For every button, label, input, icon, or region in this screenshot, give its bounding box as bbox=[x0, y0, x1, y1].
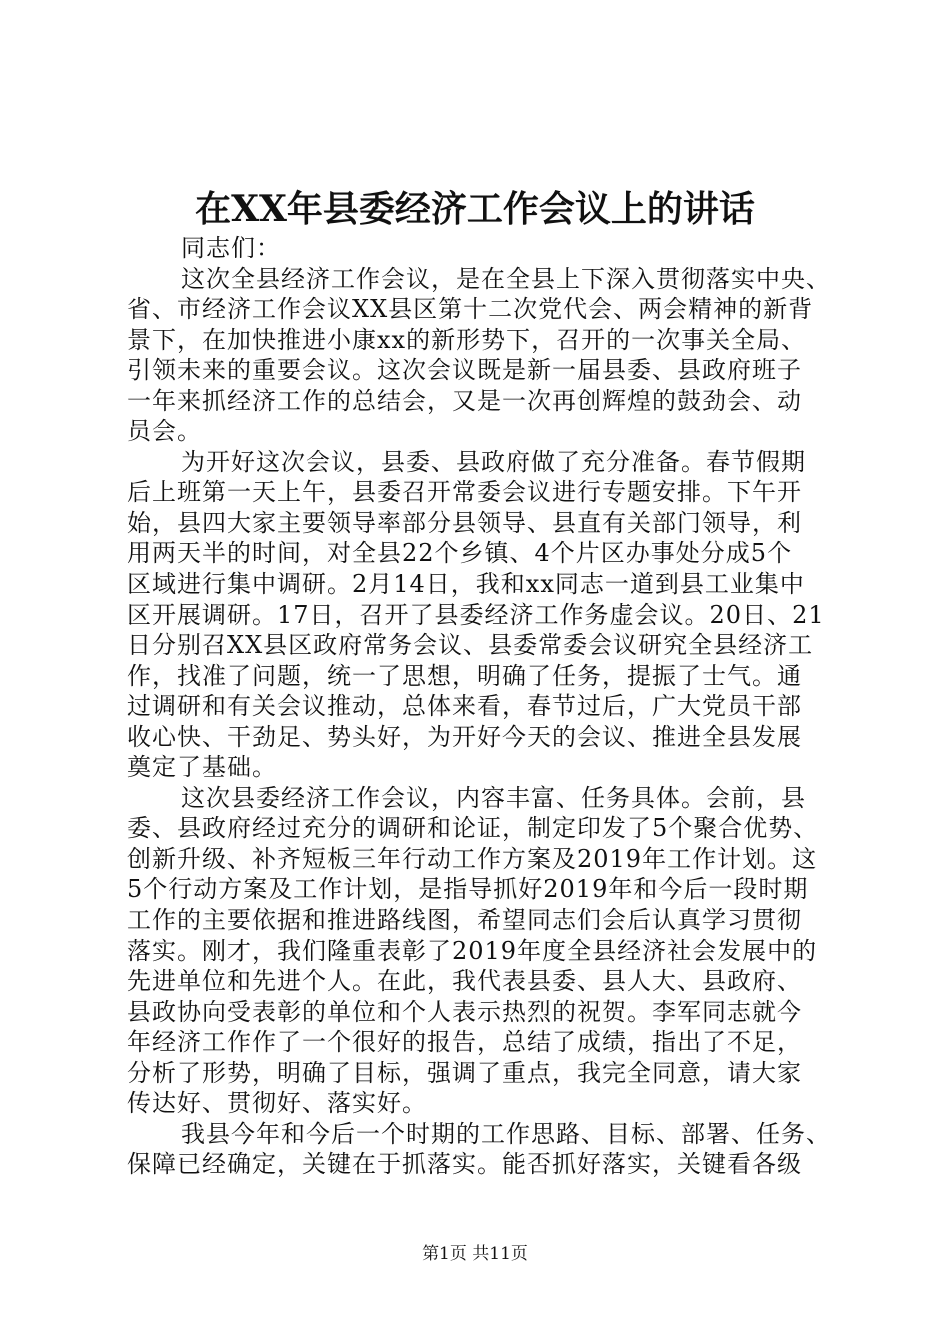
text-line: 作，找准了问题，统一了思想，明确了任务，提振了士气。通 bbox=[127, 661, 802, 690]
text-line: 奠定了基础。 bbox=[127, 753, 277, 782]
text-line: 保障已经确定，关键在于抓落实。能否抓好落实，关键看各级 bbox=[127, 1150, 802, 1179]
text-line: 景下，在加快推进小康xx的新形势下，召开的一次事关全局、 bbox=[127, 325, 807, 354]
text-line: 引领未来的重要会议。这次会议既是新一届县委、县政府班子 bbox=[127, 356, 802, 385]
text-line: 日分别召XX县区政府常务会议、县委常委会议研究全县经济工 bbox=[127, 631, 814, 660]
page-footer: 第1页 共11页 bbox=[422, 1244, 528, 1264]
text-line: 5个行动方案及工作计划，是指导抓好2019年和今后一段时期 bbox=[127, 875, 809, 904]
document-title: 在XX年县委经济工作会议上的讲话 bbox=[195, 188, 755, 230]
text-line: 区开展调研。17日，召开了县委经济工作务虚会议。20日、21 bbox=[127, 600, 825, 629]
text-line: 年经济工作作了一个很好的报告，总结了成绩，指出了不足， bbox=[127, 1028, 802, 1057]
text-line: 用两天半的时间，对全县22个乡镇、4个片区办事处分成5个 bbox=[127, 539, 793, 568]
text-line: 这次全县经济工作会议，是在全县上下深入贯彻落实中央、 bbox=[181, 264, 831, 293]
text-line: 员会。 bbox=[127, 417, 202, 446]
text-line: 创新升级、补齐短板三年行动工作方案及2019年工作计划。这 bbox=[127, 844, 818, 873]
text-line: 落实。刚才，我们隆重表彰了2019年度全县经济社会发展中的 bbox=[127, 936, 818, 965]
text-line: 我县今年和今后一个时期的工作思路、目标、部署、任务、 bbox=[181, 1119, 831, 1148]
text-line: 后上班第一天上午，县委召开常委会议进行专题安排。下午开 bbox=[127, 478, 802, 507]
text-line: 先进单位和先进个人。在此，我代表县委、县人大、县政府、 bbox=[127, 967, 802, 996]
text-line: 一年来抓经济工作的总结会，又是一次再创辉煌的鼓劲会、动 bbox=[127, 386, 802, 415]
text-line: 分析了形势，明确了目标，强调了重点，我完全同意，请大家 bbox=[127, 1058, 802, 1087]
text-line: 省、市经济工作会议XX县区第十二次党代会、两会精神的新背 bbox=[127, 295, 814, 324]
text-line: 始，县四大家主要领导率部分县领导、县直有关部门领导，利 bbox=[127, 508, 802, 537]
text-line: 委、县政府经过充分的调研和论证，制定印发了5个聚合优势、 bbox=[127, 814, 819, 843]
text-line: 这次县委经济工作会议，内容丰富、任务具体。会前，县 bbox=[181, 783, 806, 812]
text-line: 传达好、贯彻好、落实好。 bbox=[127, 1089, 427, 1118]
text-line: 同志们： bbox=[181, 234, 281, 262]
document-body bbox=[127, 233, 832, 1180]
text-line: 为开好这次会议，县委、县政府做了充分准备。春节假期 bbox=[181, 447, 806, 476]
text-line: 区域进行集中调研。2月14日，我和xx同志一道到县工业集中 bbox=[127, 570, 805, 599]
text-line: 县政协向受表彰的单位和个人表示热烈的祝贺。李军同志就今 bbox=[127, 997, 802, 1026]
text-line: 收心快、干劲足、势头好，为开好今天的会议、推进全县发展 bbox=[127, 722, 802, 751]
text-line: 工作的主要依据和推进路线图，希望同志们会后认真学习贯彻 bbox=[127, 906, 802, 935]
text-line: 过调研和有关会议推动，总体来看，春节过后，广大党员干部 bbox=[127, 692, 802, 721]
